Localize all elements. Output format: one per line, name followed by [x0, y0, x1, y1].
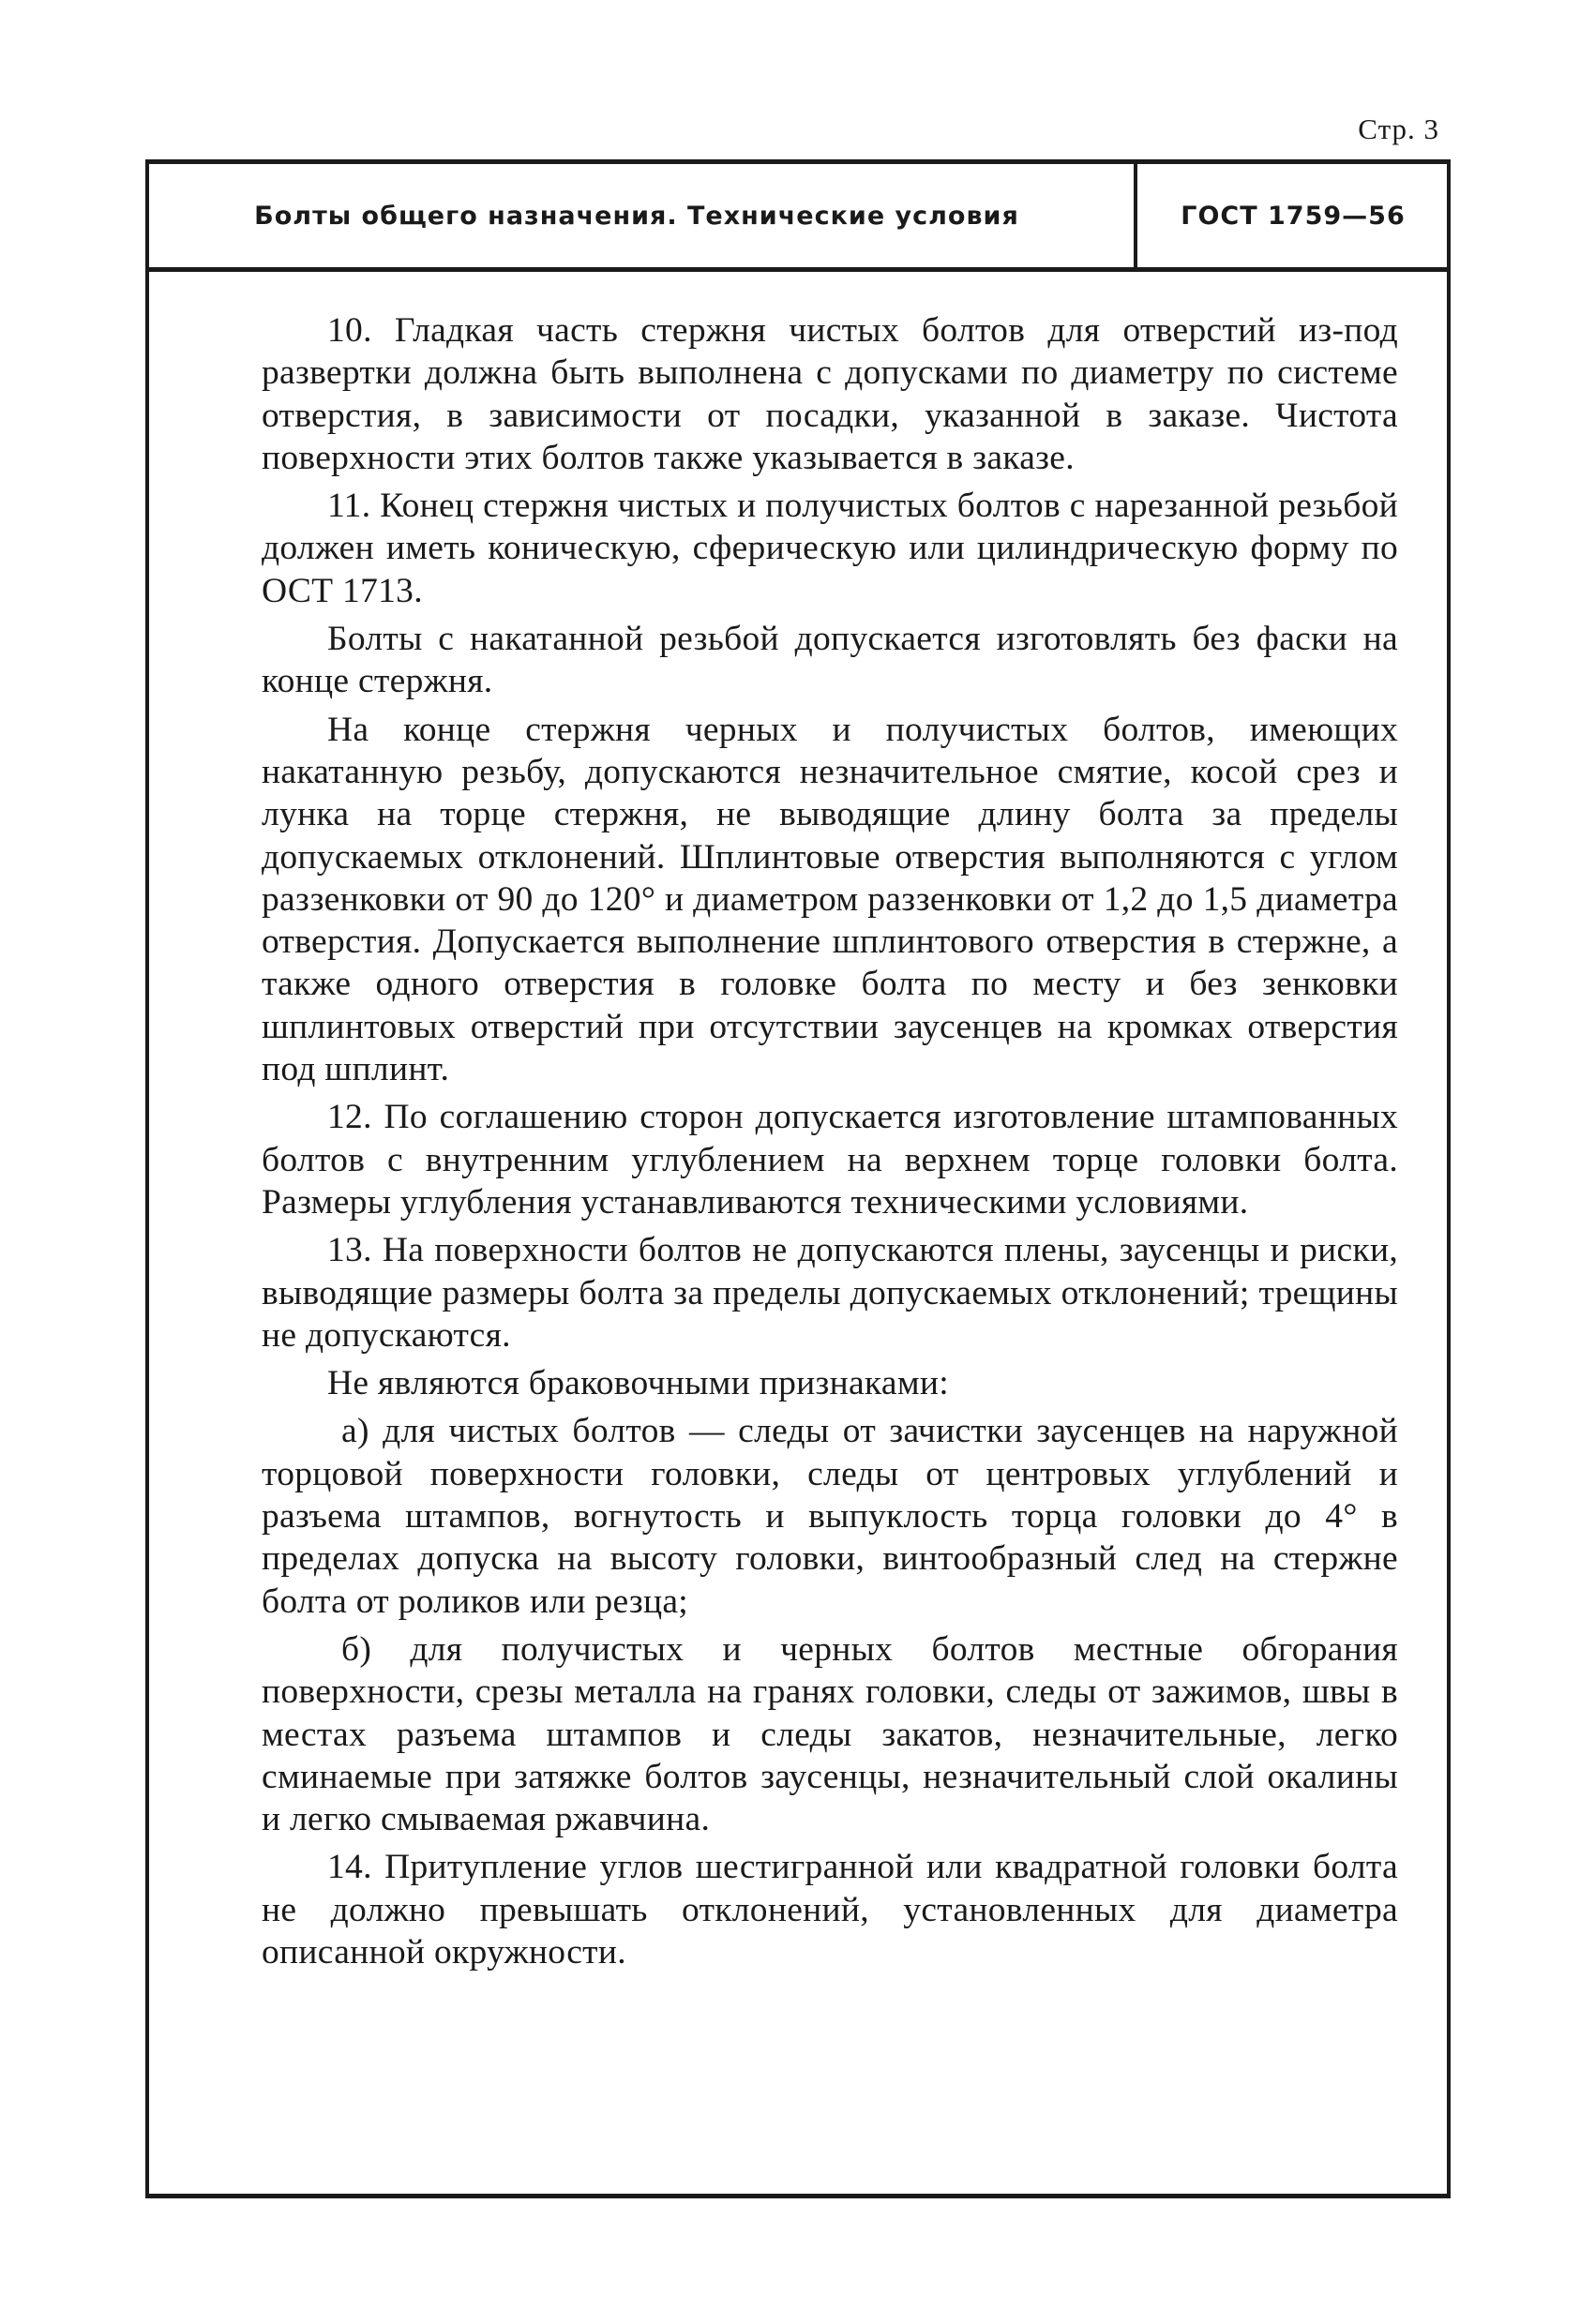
header-divider: [1134, 164, 1137, 267]
list-item-b: б) для получистых и черных болтов местные обгорания поверхности, срезы металла на гранях головки, следы от зажимов, швы в местах разъема штампов и следы закатов, незначительные, легко сминаемые при затяжке болтов заусенцы, незначительный слой окалины и легко смываемая ржавчина.: [262, 1629, 1398, 1839]
page-number: Стр. 3: [1358, 112, 1439, 145]
paragraph-14: 14. Притупление углов шестигранной или квадратной головки болта не должно превышать отклонений, установленных для диаметра описанной окружности.: [262, 1848, 1398, 1972]
paragraph-11-chamfer: Болты с накатанной резьбой допускается изготовлять без фаски на конце стержня.: [262, 620, 1398, 701]
header-title: Болты общего назначения. Технические условия: [254, 202, 1019, 231]
paragraph-11: 11. Конец стержня чистых и получистых болтов с нарезанной резьбой должен иметь коническую, сферическую или цилиндрическую форму по ОСТ 1713.: [262, 487, 1398, 610]
standard-code: ГОСТ 1759—56: [1181, 202, 1406, 231]
paragraph-13: 13. На поверхности болтов не допускаются плены, заусенцы и риски, выводящие размеры болта за пределы допускаемых отклонений; трещины не допускаются.: [262, 1231, 1398, 1355]
header: [149, 164, 1447, 272]
paragraph-10: 10. Гладкая часть стержня чистых болтов для отверстий из-под развертки должна быть выполнена с допусками по диаметру по системе отверстия, в зависимости от посадки, указанной в заказе. Чистота поверхности этих болтов также указывается в заказе.: [262, 311, 1398, 477]
document-body: [262, 309, 1398, 1979]
page-frame: [145, 159, 1451, 2198]
paragraph-11-rolled-thread: На конце стержня черных и получистых болтов, имеющих накатанную резьбу, допускаются незначительное смятие, косой срез и лунка на торце стержня, не выводящие длину болта за пределы допускаемых отклонений. Шплинтовые отверстия выполняются с углом раззенковки от 90 до 120° и диаметром раззенковки от 1,2 до 1,5 диаметра отверстия. Допускается выполнение шплинтового отверстия в стержне, а также одного отверстия в головке болта по месту и без зенковки шплинтовых отверстий при отсутствии заусенцев на кромках отверстия под шплинт.: [262, 710, 1398, 1089]
paragraph-13-not-rejection: Не являются браковочными признаками:: [327, 1364, 949, 1403]
paragraph-12: 12. По соглашению сторон допускается изготовление штампованных болтов с внутренним углублением на верхнем торце головки болта. Размеры углубления устанавливаются техническими условиями.: [262, 1098, 1398, 1222]
list-item-a: а) для чистых болтов — следы от зачистки заусенцев на наружной торцовой поверхности головки, следы от центровых углублений и разъема штампов, вогнутость и выпуклость торца головки до 4° в пределах допуска на высоту головки, винтообразный след на стержне болта от роликов или резца;: [262, 1412, 1398, 1621]
